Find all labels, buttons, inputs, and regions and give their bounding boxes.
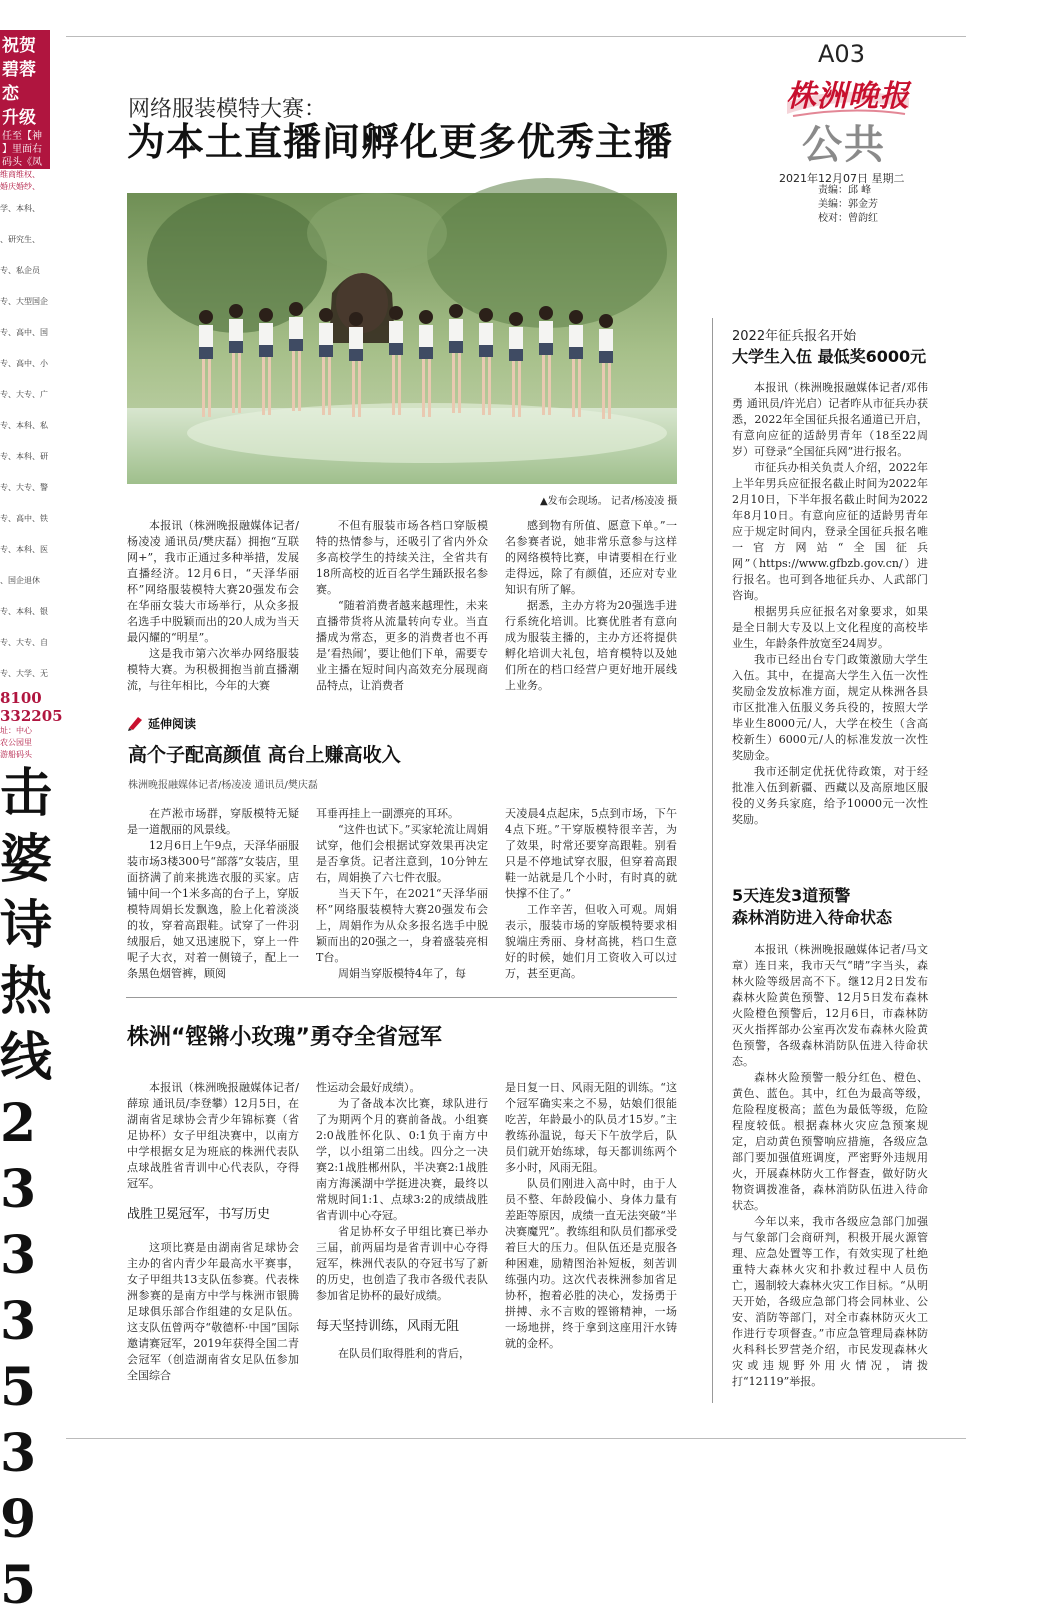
lead-photo (127, 193, 677, 484)
strip-mini-line: 专、高中、国 (0, 328, 48, 337)
extended-reading-tag (126, 714, 222, 732)
lead-paragraph: 本报讯（株洲晚报融媒体记者/杨凌凌 通讯员/樊庆磊）拥抱“互联网+”，我市正通过多种举措，发展直播经济。12月6日，“天泽华丽杯”网络服装模特大赛20强发布会在华丽女装大市场举行，从众多报名选手中脱颖而出的20人成为当天最闪耀的“明星”。 (127, 519, 299, 644)
lead-paragraph: 不但有服装市场各档口穿版模特的热情参与，还吸引了省内外众多高校学生的持续关注，全省共有18所高校的近百名学生踊跃报名参赛。 (316, 519, 488, 596)
lead-paragraph: 感到物有所值、愿意下单。”一名参赛者说，她非常乐意参与这样的网络模特比赛，申请要相在行业走得远，除了有颜值，还应对专业知识有所了解。 (505, 519, 677, 596)
credit-designer: 美编：郭金芳 (818, 199, 878, 210)
strip-big-digit: 9 (0, 1489, 37, 1550)
strip-big-digit: 3 (0, 1423, 37, 1484)
football-column-1 (127, 1080, 299, 1384)
lead-kicker: 网络服装模特大赛： (128, 97, 327, 122)
photo-caption: ▲发布会现场。 记者/杨凌凌 摄 (540, 496, 678, 507)
lead-column-2 (316, 518, 488, 694)
strip-mini-line: 专、高中、小 (0, 359, 48, 368)
strip-mini-line: 、国企退休 (0, 576, 40, 585)
conscription-paragraph: 我市已经出台专门政策激励大学生入伍。其中，在提高大学生入伍一次性奖励金发放标准方面，规定从株洲各县市区批准入伍服义务兵役的，按照大学毕业生8000元/人，大学在校生（含高校新生）6000元/人的标准发放一次性奖励金。 (732, 653, 928, 762)
strip-mini-line: 婚庆婚纱、 (0, 182, 40, 191)
extended-paragraph: 在芦淞市场群，穿版模特无疑是一道靓丽的风景线。 (127, 807, 299, 836)
strip-mini-line: 专、大专、警 (0, 483, 48, 492)
football-column-3 (505, 1080, 677, 1352)
masthead-logo (783, 76, 913, 120)
strip-mini-line: 、研究生、 (0, 235, 40, 244)
football-headline: 株洲“铿锵小玫瑰”勇夺全省冠军 (127, 1025, 442, 1050)
strip-big-char: 诗 (0, 895, 53, 956)
forest-headline (732, 885, 892, 929)
football-subhead: 每天坚持训练，风雨无阻 (316, 1319, 460, 1334)
strip-big-digit: 3 (0, 1291, 37, 1352)
strip-big-char: 婆 (0, 829, 53, 890)
strip-red-block (0, 30, 50, 169)
extended-paragraph: 工作辛苦，但收入可观。周娟表示，服装市场的穿版模特要求相貌端庄秀丽、身材高挑，档口生意好的时候，她们月工资收入可以过万，甚至更高。 (505, 903, 677, 980)
forest-body (732, 942, 928, 1390)
conscription-paragraph: 市征兵办相关负责人介绍，2022年上半年男兵应征报名截止时间为2022年2月10日，下半年报名截止时间为2022年8月10日。有意向应征的适龄男青年应于规定时间内，登录全国征兵报名唯一官方网站“全国征兵网”（https://www.gfbzb.gov.cn/）进行报名。也可到各地征兵办、人武部门咨询。 (732, 461, 928, 602)
extended-paragraph: 周娟当穿版模特4年了，每 (338, 967, 466, 980)
lead-column-1 (127, 518, 299, 694)
strip-red-small: 码头《凤 (2, 157, 42, 168)
lead-paragraph: “随着消费者越来越理性，未来直播带货将从流量转向专业。当直播成为常态，更多的消费者也不再是‘看热闹’，要让他们下单，需要专业主播在短时间内高效充分展现商品特点，让消费者 (316, 599, 488, 692)
strip-mini-line: 专、私企员 (0, 266, 40, 275)
strip-red-line: 升级 (2, 108, 36, 128)
extended-byline: 株洲晚报融媒体记者/杨凌凌 通讯员/樊庆磊 (128, 780, 318, 791)
forest-paragraph: 森林火险预警一般分红色、橙色、黄色、蓝色。其中，红色为最高等级，危险程度极高；蓝色为最低等级，危险程度较低。根据森林火灾应急预案规定，启动黄色预警响应措施，各级应急部门要加强值班调度，严密野外违规用火，开展森林防火工作督查，做好防火物资调拨准备，森林消防队伍进入待命状态。 (732, 1071, 928, 1212)
fashion-show-photo (127, 193, 677, 484)
strip-mini-line: 专、本科、研 (0, 452, 48, 461)
page-number: A03 (818, 40, 865, 68)
strip-big-digit: 3 (0, 1225, 37, 1286)
strip-mini-line: 专、高中、铁 (0, 514, 48, 523)
strip-red-small: 任至【神 (2, 131, 42, 142)
strip-big-digit: 5 (0, 1555, 37, 1616)
strip-phone: 8100 (0, 689, 42, 707)
extended-paragraph: 天凌晨4点起床，5点到市场，下午4点下班。”干穿版模特很辛苦，为了效果，时常还要穿高跟鞋。别看只是不停地试穿衣服，但穿着高跟鞋一站就是几个小时，有时真的就快撑不住了。” (505, 807, 677, 900)
strip-mini-line: 专、大学、无 (0, 669, 48, 678)
forest-headline-line: 森林消防进入待命状态 (732, 908, 893, 927)
credit-editor: 责编：邱 峰 (818, 185, 872, 196)
strip-mini-line: 专、本科、私 (0, 421, 48, 430)
strip-phone: 332205 (0, 707, 63, 725)
football-paragraph: 省足协杯女子甲组比赛已举办三届，前两届均是省青训中心夺得冠军，株洲代表队的夺冠书写了新的历史，也创造了我市各级代表队参加省足协杯的最好成绩。 (316, 1225, 488, 1302)
extended-paragraph: 12月6日上午9点，天泽华丽服装市场3楼300号“部落”女装店，里面挤满了前来挑选衣服的买家。店铺中间一个1米多高的台子上，穿版模特周娟长发飘逸，脸上化着淡淡的妆，穿着高跟鞋。试穿了一件羽绒服后，她又迅速脱下，穿上一件呢子大衣，对着一侧镜子，配上一条黑色烟管裤，顾阅 (127, 839, 299, 980)
extended-paragraph: 耳垂再挂上一副漂亮的耳环。 (316, 807, 459, 820)
credit-proofreader: 校对：曾韵红 (818, 213, 878, 224)
strip-red-line: 恋 (2, 84, 19, 104)
football-paragraph: 性运动会最好成绩）。 (316, 1081, 421, 1094)
extended-paragraph: “这件也试下。”买家轮流让周娟试穿，他们会根据试穿效果再决定是否拿货。记者注意到，10分钟左右，周娟换了六七件衣服。 (316, 823, 488, 884)
strip-mini-line: 专、本科、医 (0, 545, 48, 554)
forest-headline-line: 5天连发3道预警 (732, 886, 851, 905)
lead-column-3 (505, 518, 677, 694)
strip-address-line: 游船码头 (0, 750, 32, 759)
lead-paragraph: 这是我市第六次举办网络服装模特大赛。为积极拥抱当前直播潮流，与往年相比，今年的大赛 (127, 647, 299, 692)
football-paragraph: 这项比赛是由湖南省足球协会主办的省内青少年最高水平赛事，女子甲组共13支队伍参赛。代表株洲参赛的是南方中学与株洲市银腾足球俱乐部合作组建的女足队伍。这支队伍曾两夺“敬德杯·中国”国际邀请赛冠军，2019年获得全国二青会冠军（创造湖南省女足队伍参加全国综合 (127, 1241, 299, 1382)
football-paragraph: 在队员们取得胜利的背后， (338, 1347, 470, 1360)
extended-column-2 (316, 806, 488, 982)
extended-headline: 高个子配高颜值 高台上赚高收入 (128, 744, 401, 766)
extended-reading-label: 延伸阅读 (148, 717, 197, 731)
strip-big-char: 热 (0, 961, 53, 1022)
strip-red-line: 祝贺 (2, 36, 36, 56)
conscription-body (732, 380, 928, 828)
paper-name: 株洲晚报 (786, 79, 910, 114)
forest-paragraph: 本报讯（株洲晚报融媒体记者/马文章）连日来，我市天气“晴”字当头，森林火险等级居高不下。继12月2日发布森林火险黄色预警、12月5日发布森林火险橙色预警后，12月6日，市森林防灭火指挥部办公室再次发布森林火险黄色预警，各级森林消防队伍进入待命状态。 (732, 943, 928, 1068)
strip-address-line: 农公园里 (0, 738, 32, 747)
lead-paragraph: 据悉，主办方将为20强选手进行系统化培训。比赛优胜者有意向成为服装主播的，主办方还将提供孵化培训大礼包，培育模特以及她们所在的档口经营户更好地开展线上业务。 (505, 599, 677, 692)
forest-paragraph: 今年以来，我市各级应急部门加强与气象部门会商研判，积极开展火源管理、应急处置等工作，有效实现了杜绝重特大森林火灾和扑救过程中人员伤亡，遏制较大森林火灾工作目标。“从明天开始，各级应急部门将会同林业、公安、消防等部门，对全市森林防灭火工作进行专项督查。”市应急管理局森林防火科科长罗营尧介绍，市民发现森林火灾或违规野外用火情况，请拨打“12119”举报。 (732, 1215, 928, 1388)
strip-big-digit: 2 (0, 1093, 37, 1154)
strip-big-digit: 3 (0, 1159, 37, 1220)
strip-mini-line: 专、本科、银 (0, 607, 48, 616)
strip-big-char: 线 (0, 1027, 53, 1088)
conscription-paragraph: 本报讯（株洲晚报融媒体记者/邓伟勇 通讯员/许光启）记者昨从市征兵办获悉，2022年全国征兵报名通道已开启，有意向应征的适龄男青年（18至22周岁）可登录“全国征兵网”进行报名。 (732, 381, 928, 458)
strip-mini-line: 专、大型国企 (0, 297, 48, 306)
issue-date: 2021年12月07日 星期二 (779, 172, 905, 185)
strip-big-char: 击 (0, 763, 53, 824)
conscription-paragraph: 根据男兵应征报名对象要求，如果是全日制大专及以上文化程度的高校毕业生，年龄条件放宽至24周岁。 (732, 605, 928, 650)
conscription-paragraph: 我市还制定优抚优待政策，对于经批准入伍到新疆、西藏以及高原地区服役的义务兵家庭，给予10000元一次性奖励。 (732, 765, 928, 826)
strip-red-line: 碧蓉 (2, 60, 36, 80)
strip-big-digit: 5 (0, 1357, 37, 1418)
football-paragraph: 是日复一日、风雨无阻的训练。“这个冠军确实来之不易，姑娘们很能吃苦，年龄最小的队员才15岁。”主教练孙温说，每天下午放学后，队员们就开始练球，每天都训练两个多小时，风雨无阻。 (505, 1081, 677, 1174)
column-divider (712, 318, 713, 1403)
football-column-2 (316, 1080, 488, 1362)
football-subhead: 战胜卫冕冠军，书写历史 (127, 1207, 271, 1222)
conscription-kicker: 2022年征兵报名开始 (732, 329, 857, 344)
strip-address-line: 址：中心 (0, 726, 32, 735)
football-paragraph: 本报讯（株洲晚报融媒体记者/薛琼 通讯员/李登攀）12月5日，在湖南省足球协会青少年锦标赛（省足协杯）女子甲组决赛中，以南方中学根据女足为班底的株洲代表队点球战胜省青训中心代表队，夺得冠军。 (127, 1081, 299, 1190)
section-divider (126, 997, 677, 998)
extended-paragraph: 当天下午，在2021“天泽华丽杯”网络服装模特大赛20强发布会上，周娟作为从众多报名选手中脱颖而出的20强之一，身着盛装亮相T台。 (316, 887, 488, 964)
extended-column-1 (127, 806, 299, 982)
football-paragraph: 队员们刚进入高中时，由于人员不整、年龄段偏小、身体力量有差距等原因，成绩一直无法突破“半决赛魔咒”。教练组和队员们都承受着巨大的压力。但队伍还是克服各种困难，励精图治补短板，刻苦训练强内功。这次代表株洲参加省足协杯，抱着必胜的决心，发扬勇于拼搏、永不言败的铿锵精神，一场一场地拼，终于拿到这座用汗水铸就的金杯。 (505, 1177, 677, 1350)
top-rule (66, 36, 966, 37)
adjacent-page-strip (0, 30, 63, 1616)
strip-mini-line: 专、大专、广 (0, 390, 48, 399)
pencil-icon (126, 714, 144, 732)
strip-mini-line: 专、大专、自 (0, 638, 48, 647)
section-name: 公共 (802, 121, 886, 168)
lead-headline: 为本土直播间孵化更多优秀主播 (127, 120, 674, 164)
football-paragraph: 为了备战本次比赛，球队进行了为期两个月的赛前备战。小组赛2:0战胜怀化队、0:1负于南方中学，以小组第二出线。四分之一决赛2:1战胜郴州队，半决赛2:1战胜南方海溪湖中学挺进决赛，最终以常规时间1:1、点球3:2的成绩战胜省青训中心夺冠。 (316, 1097, 488, 1222)
credits (818, 184, 878, 226)
conscription-headline: 大学生入伍 最低奖6000元 (732, 347, 927, 366)
strip-mini-line: 学、本科、 (0, 204, 40, 213)
strip-red-small: 】里面右 (2, 144, 42, 155)
extended-column-3 (505, 806, 677, 982)
bottom-rule (66, 1438, 966, 1439)
strip-mini-line: 维商维权、 (0, 170, 40, 179)
